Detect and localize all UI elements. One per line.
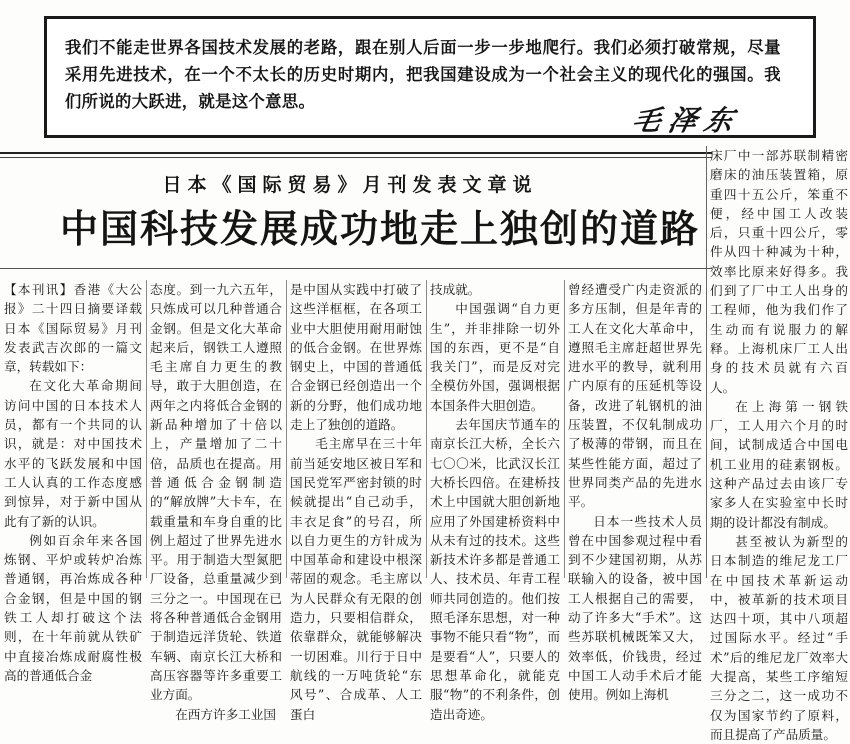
- article-column-1: [4, 280, 142, 683]
- article-headline: 中国科技发展成功地走上独创的道路: [60, 207, 701, 251]
- column-paragraph: 【本刊讯】香港《大公报》二十四日摘要译载日本《国际贸易》月刊发表武吉次郎的一篇文章，转载如下：: [4, 282, 142, 375]
- article-column-4: [430, 280, 560, 722]
- column-paragraph: 甚至被认为新型的日本制造的维尼龙工厂在中国技术革新运动中，被革新的技术项目达四十项，其中八项超过国际水平。经过“手术”后的维尼龙厂效率大大提高，某些工序缩短三分之二，这一成功不仅为国家节约了原料，而且提高了产品质量。: [710, 533, 848, 742]
- section-rule-mid: [0, 157, 712, 158]
- column-paragraph: 毛主席早在三十年前当延安地区被日军和国民党军严密封锁的时候就提出“自己动手，丰衣足食”的号召，所以自力更生的方针成为中国革命和建设中根深蒂固的观念。毛主席以为人民群众有无限的创造力，只要相信群众，依靠群众，就能够解决一切困难。川行于日中航线的一万吨货轮“东风号”、合成革、人工蛋白: [290, 436, 422, 722]
- column-divider: [426, 280, 427, 578]
- column-paragraph: 在西方许多工业国: [175, 706, 276, 722]
- headline-rule: [0, 268, 712, 269]
- section-rule-top: [0, 152, 712, 154]
- column-paragraph: 日本一些技术人员曾在中国参观过程中看到不少建国初期，从苏联输入的设备，被中国工人根据自己的需要，动了许多大“手术”。这些苏联机械既笨又大，效率低，价钱贵，经过中国工人动手术后才能使用。例如上海机: [568, 513, 702, 703]
- column-paragraph: 床厂中一部苏联制精密磨床的油压装置箱，原重四十五公斤，笨重不便，经中国工人改装后，只重十四公斤，零件从四十种减为十种，效率比原来好得多。我们到了厂中工人出身的工程师，他为我们作了生动而有说服力的解释。上海机床厂工人出身的技术员就有六百人。: [710, 148, 848, 395]
- article-column-2: [150, 280, 282, 722]
- column-divider: [706, 146, 707, 578]
- mao-signature: 毛泽东: [629, 104, 745, 137]
- column-divider: [286, 280, 287, 578]
- quotation-box: [44, 16, 816, 138]
- article-subtitle: 日本《国际贸易》月刊发表文章说: [162, 174, 538, 196]
- article-column-6: [710, 146, 848, 742]
- column-divider: [564, 280, 565, 578]
- column-paragraph: 是中国从实践中打破了这些洋框框，在各项工业中大胆使用耐用耐蚀的低合金钢。在世界炼钢史上，中国的普通低合金钢已经创造出一个新的分野，他们成功地走上了独创的道路。: [290, 282, 422, 433]
- column-paragraph: 曾经遭受广内走资派的多方压制，但是年青的工人在文化大革命中，遵照毛主席赶超世界先进水平的教导，就利用广内原有的压延机等设备，改进了轧钢机的油压装置，不仅轧制成功了极薄的带钢，而且在某些性能方面，超过了世界同类产品的先进水平。: [568, 282, 702, 510]
- column-paragraph: 在文化大革命期间访问中国的日本技术人员，都有一个共同的认识，就是：对中国技术水平的飞跃发展和中国工人认真的工作态度感到惊异，对于新中国从此有了新的认识。: [4, 378, 142, 529]
- article-column-3: [290, 280, 422, 722]
- column-paragraph: 技成就。: [430, 282, 481, 297]
- column-paragraph: 态度。到一九六五年，只炼成可以几种普通合金钢。但是文化大革命起来后，钢铁工人遵照毛主席自力更生的教导，敢于大胆创造，在两年之内将低合金钢的新品种增加了十倍以上，产量增加了二十倍，品质也在提高。用普通低合金钢制造的“解放牌”大卡车，在载重量和车身自重的比例上超过了世界先进水平。用于制造大型氮肥厂设备，总重量减少到三分之一。中国现在已将各种普通低合金钢用于制造远洋货轮、铁道车辆、南京长江大桥和高压容器等许多重要工业方面。: [150, 282, 282, 703]
- column-divider: [146, 280, 147, 578]
- article-column-5: [568, 280, 702, 703]
- column-paragraph: 去年国庆节通车的南京长江大桥，全长六七〇〇米，比武汉长江大桥长四倍。在建桥技术上中国就大胆创新地应用了外国建桥资料中从未有过的技术。这些新技术许多都是普通工人、技术员、年青工程师共同创造的。他们按照毛泽东思想，对一种事物不能只看“物”，而是要看“人”，只要人的思想革命化，就能克服“物”的不利条件，创造出奇迹。: [430, 417, 560, 722]
- column-paragraph: 例如百余年来各国炼钢、平炉或转炉冶炼普通钢，再冶炼成各种合金钢，但是中国的钢铁工人却打破这个法则，在十年前就从铁矿中直接冶炼成耐腐性极高的普通低合金: [4, 532, 142, 683]
- column-paragraph: 中国强调“自力更生”，并非排除一切外国的东西，更不是“自我关门”，而是反对完全模仿外国，强调根据本国条件大胆创造。: [430, 301, 560, 413]
- column-paragraph: 在上海第一钢铁厂，工人用六个月的时间，试制成适合中国电机工业用的硅素钢板。这种产品过去由该厂专家多人在实验室中长时期的设计都没有制成。: [710, 398, 848, 530]
- mao-quotation: 我们不能走世界各国技术发展的老路，跟在别人后面一步一步地爬行。我们必须打破常规，尽量采用先进技术，在一个不太长的历史时期内，把我国建设成为一个社会主义的现代化的强国。我们所说的大跃进，就是这个意思。: [65, 38, 781, 111]
